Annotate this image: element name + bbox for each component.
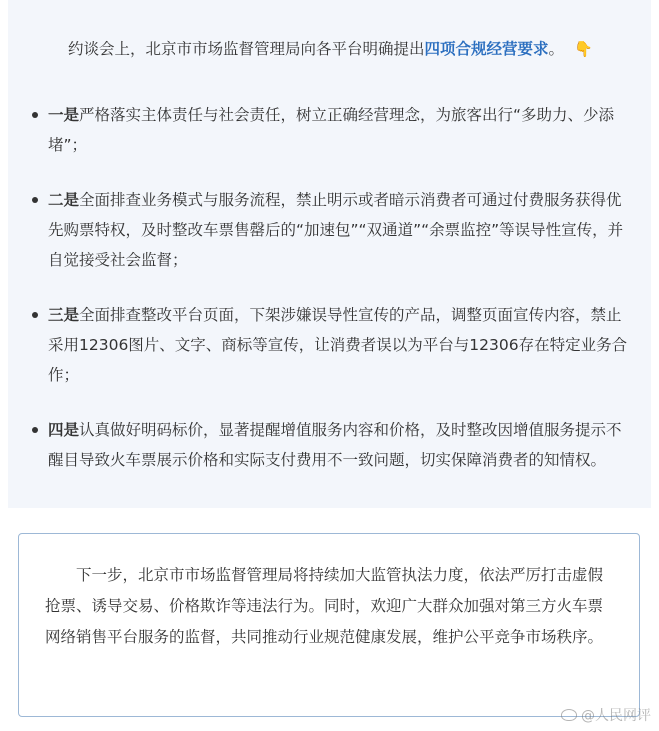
- watermark: [561, 705, 651, 725]
- pointing-down-icon: 👇: [574, 40, 593, 58]
- requirement-lead: 二是: [48, 191, 80, 209]
- requirement-text: 严格落实主体责任与社会责任，树立正确经营理念，为旅客出行“多助力、少添堵”；: [48, 106, 615, 154]
- watermark-text: @人民网评: [581, 708, 651, 724]
- next-step-box: [18, 533, 640, 717]
- requirement-lead: 一是: [48, 106, 80, 124]
- weibo-logo-icon: [561, 709, 577, 721]
- intro-paragraph: [30, 34, 631, 64]
- requirements-panel: [8, 0, 651, 508]
- requirements-list: [30, 100, 631, 475]
- requirement-lead: 三是: [48, 306, 80, 324]
- intro-end: 。: [548, 40, 565, 58]
- requirement-item-2: [30, 185, 631, 275]
- requirement-text: 认真做好明码标价，显著提醒增值服务内容和价格，及时整改因增值服务提示不醒目导致火车票展示价格和实际支付费用不一致问题，切实保障消费者的知情权。: [48, 421, 622, 469]
- requirement-lead: 四是: [48, 421, 80, 439]
- intro-highlight: 四项合规经营要求: [424, 40, 549, 58]
- requirement-item-3: [30, 300, 631, 390]
- requirement-text: 全面排查整改平台页面，下架涉嫌误导性宣传的产品，调整页面宣传内容，禁止采用12306图片、文字、商标等宣传，让消费者误以为平台与12306存在特定业务合作；: [48, 306, 628, 384]
- requirement-item-1: [30, 100, 631, 160]
- intro-text: 约谈会上，北京市市场监督管理局向各平台明确提出: [68, 40, 425, 58]
- next-step-paragraph: 下一步，北京市市场监督管理局将持续加大监管执法力度，依法严厉打击虚假抢票、诱导交易、价格欺诈等违法行为。同时，欢迎广大群众加强对第三方火车票网络销售平台服务的监督，共同推动行业规范健康发展，维护公平竞争市场秩序。: [45, 566, 604, 646]
- requirement-text: 全面排查业务模式与服务流程，禁止明示或者暗示消费者可通过付费服务获得优先购票特权，及时整改车票售罄后的“加速包”“双通道”“余票监控”等误导性宣传，并自觉接受社会监督；: [48, 191, 624, 269]
- requirement-item-4: [30, 415, 631, 475]
